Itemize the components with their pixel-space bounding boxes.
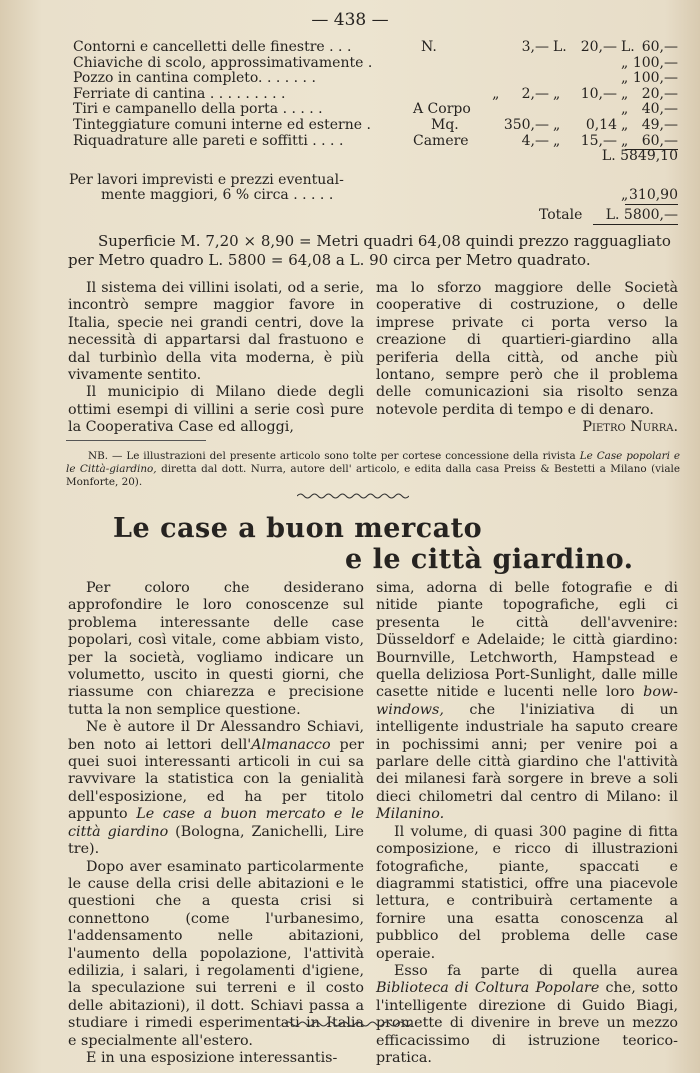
total-row xyxy=(73,208,678,224)
row-amount: 40,— xyxy=(641,101,678,118)
extra-description: mente maggiori, 6 % circa . . . . . xyxy=(101,187,334,204)
row-amount: 100,— xyxy=(632,70,678,87)
row-description: Pozzo in cantina completo. . . . . . . xyxy=(73,70,316,87)
surface-line: Superficie M. 7,20 × 8,90 = Metri quadri 64,08 quindi prezzo ragguagliato xyxy=(98,232,671,250)
article2-left-column xyxy=(68,580,364,1067)
row-sep: L. xyxy=(621,39,635,55)
table-row xyxy=(73,40,678,56)
subtotal-amount: L. 5849,10 xyxy=(601,148,678,165)
row-price: 0,14 xyxy=(585,116,617,133)
row-unit: Camere xyxy=(413,132,469,149)
row-sep: „ xyxy=(621,70,629,87)
extra-row xyxy=(73,188,678,204)
subtotal-row xyxy=(73,149,678,165)
row-quantity: 350,— xyxy=(503,116,549,133)
article1-right-column xyxy=(376,280,678,437)
row-amount: 60,— xyxy=(641,39,678,55)
extra-amount: 310,90 xyxy=(625,188,678,205)
extra-description: Per lavori imprevisti e prezzi eventual- xyxy=(69,171,344,188)
paragraph: Per coloro che desiderano approfondire le loro conoscenze sul problema interessante delle case popolari, così vitale, come abbiam visto, per la società, vogliamo indicare un volumetto, uscito in questi giorni, che riassume con chiarezza e precisione tutta la non semplice questione. xyxy=(68,580,364,718)
paragraph: ma lo sforzo maggiore delle Società cooperative di costruzione, o delle imprese private ci porta verso la creazione di quartieri-giardino alla periferia della città, od anche più lontano, sempre però che il problema delle comunicazioni sia risolto senza notevole perdita di tempo e di denaro. xyxy=(376,280,678,418)
row-sep: L. xyxy=(553,39,567,55)
italic-term: bow-windows, xyxy=(376,684,678,718)
surface-calculation xyxy=(68,232,680,270)
paragraph: sima, adorna di belle fotografie e di nitide piante topografiche, egli ci presenta le città dell'avvenire: Düsseldorf e Adelaide; le città giardino: Bournville, Letchworth, Hampstead e quella deliziosa Port-Sunlight, dalle mille casette nitide e lucenti nelle loro bow-windows, che l'iniziativa di un intelligente industriale ha saputo creare in pochissimi anni; per venire poi a parlare delle città giardino che l'attività dei milanesi farà sorgere in breve a soli dieci chilometri dal centro di Milano: il Milanino. xyxy=(376,580,678,823)
table-row xyxy=(73,118,678,134)
total-label: Totale xyxy=(539,206,583,223)
row-amount: 100,— xyxy=(632,54,678,71)
row-quantity: 3,— xyxy=(521,39,549,55)
italic-title: Biblioteca di Coltura Popolare xyxy=(376,980,600,997)
ornament-divider xyxy=(297,492,409,500)
row-sep: „ xyxy=(621,132,629,149)
table-row xyxy=(73,56,678,72)
row-sep: „ xyxy=(621,187,629,204)
paragraph: E in una esposizione interessantis- xyxy=(86,1049,338,1066)
row-amount: 49,— xyxy=(641,116,678,133)
row-unit: A Corpo xyxy=(413,101,471,118)
row-quantity: 4,— xyxy=(521,132,549,149)
table-row xyxy=(73,102,678,118)
article-heading-line2: e le città giardino. xyxy=(345,544,634,575)
paragraph: Esso fa parte di quella aurea Biblioteca di Coltura Popolare che, sotto l'intelligente direzione di Guido Biagi, promette di divenire in breve un mezzo efficacissimo di istruzione teorico-pratica. xyxy=(376,962,678,1066)
row-amount: 20,— xyxy=(641,85,678,102)
article1-left-column xyxy=(68,280,364,437)
row-description: Contorni e cancelletti delle finestre . . . xyxy=(73,39,352,55)
row-description: Tinteggiature comuni interne ed esterne . xyxy=(73,116,371,133)
footnote-journal-title: Le Case popolari e le Città-giardino, xyxy=(66,450,680,475)
paragraph: Ne è autore il Dr Alessandro Schiavi, ben noto ai lettori dell'Almanacco per quei suoi interessanti articoli in cui sa ravvivare la statistica con la genialità dell'esposizione, ed ha per titolo appunto Le case a buon mercato e le città giardino (Bologna, Zanichelli, Lire tre). xyxy=(68,719,365,858)
footnote xyxy=(66,450,680,489)
italic-title: Almanacco xyxy=(251,736,331,753)
article2-right-column xyxy=(376,580,678,1067)
row-description: Riquadrature alle pareti e soffitti . . . . xyxy=(73,132,344,149)
table-row xyxy=(73,134,678,150)
row-unit: N. xyxy=(421,39,437,55)
paragraph: Dopo aver esaminato particolarmente le cause della crisi delle abitazioni e le questioni che a questa crisi si connettono (come l'urbanesimo, l'addensamento nelle abitazioni, l'aumento della popolazione, l'attività edilizia, i salari, i regolamenti d'igiene, la speculazione sui terreni e il costo delle abitazioni), il dott. Schiavi passa a studiare i rimedi esperimentati in Italia e specialmente all'estero. xyxy=(68,858,364,1049)
surface-line: per Metro quadro L. 5800 = 64,08 a L. 90 circa per Metro quadrato. xyxy=(68,251,591,269)
paragraph: Il volume, di quasi 300 pagine di fitta composizione, e ricco di illustrazioni fotografiche, piante, spaccati e diagrammi statistici, offre una piacevole lettura, e contribuirà certamente a fornire una esatta conoscenza al pubblico del problema delle case operaie. xyxy=(376,823,678,962)
row-sep: „ xyxy=(553,85,561,102)
paragraph: Il sistema dei villini isolati, od a serie, incontrò sempre maggior favore in Italia, specie nei grandi centri, dove la necessità di appartarsi dal frastuono e dal turbinìo della vita moderna, è più vivamente sentito. xyxy=(68,280,364,384)
row-sep: „ xyxy=(553,132,561,149)
row-sep: „ xyxy=(553,116,561,133)
total-amount: L. 5800,— xyxy=(593,208,678,225)
row-sep: „ xyxy=(621,101,629,118)
author-signature: Pietro Nurra. xyxy=(582,419,678,436)
row-description: Ferriate di cantina . . . . . . . . . xyxy=(73,85,286,102)
cost-table xyxy=(69,39,678,224)
extra-row xyxy=(69,171,678,189)
row-sep: „ xyxy=(621,54,629,71)
row-price: 15,— xyxy=(580,132,617,149)
row-amount: 60,— xyxy=(625,134,678,151)
row-sep: „ xyxy=(621,116,629,133)
page-number: — 438 — xyxy=(311,10,389,30)
table-row xyxy=(73,71,678,87)
row-sep: „ xyxy=(621,85,629,102)
italic-title: Le case a buon mercato e le città giardino xyxy=(68,806,365,840)
article-heading-line1: Le case a buon mercato xyxy=(113,513,483,544)
footnote-rule xyxy=(66,440,206,441)
footnote-text: NB. — Le illustrazioni del presente articolo sono tolte per cortese concessione della rivista xyxy=(88,450,580,462)
row-price: 10,— xyxy=(580,85,617,102)
table-row xyxy=(73,87,678,103)
row-description: Tiri e campanello della porta . . . . . xyxy=(73,101,323,118)
row-unit: Mq. xyxy=(431,116,459,133)
italic-term: Milanino. xyxy=(376,806,445,823)
footnote-text: diretta dal dott. Nurra, autore dell' articolo, e edita dalla casa Preiss & Bestetti a Milano (viale Monforte, 20). xyxy=(66,463,681,488)
row-description: Chiaviche di scolo, approssimativamente . xyxy=(73,54,373,71)
row-quantity: „ 2,— xyxy=(492,85,549,102)
paragraph: Il municipio di Milano diede degli ottimi esempi di villini a serie così pure la Cooperativa Case ed alloggi, xyxy=(68,384,364,436)
row-price: 20,— xyxy=(580,39,617,55)
ornament-divider xyxy=(285,1020,415,1028)
